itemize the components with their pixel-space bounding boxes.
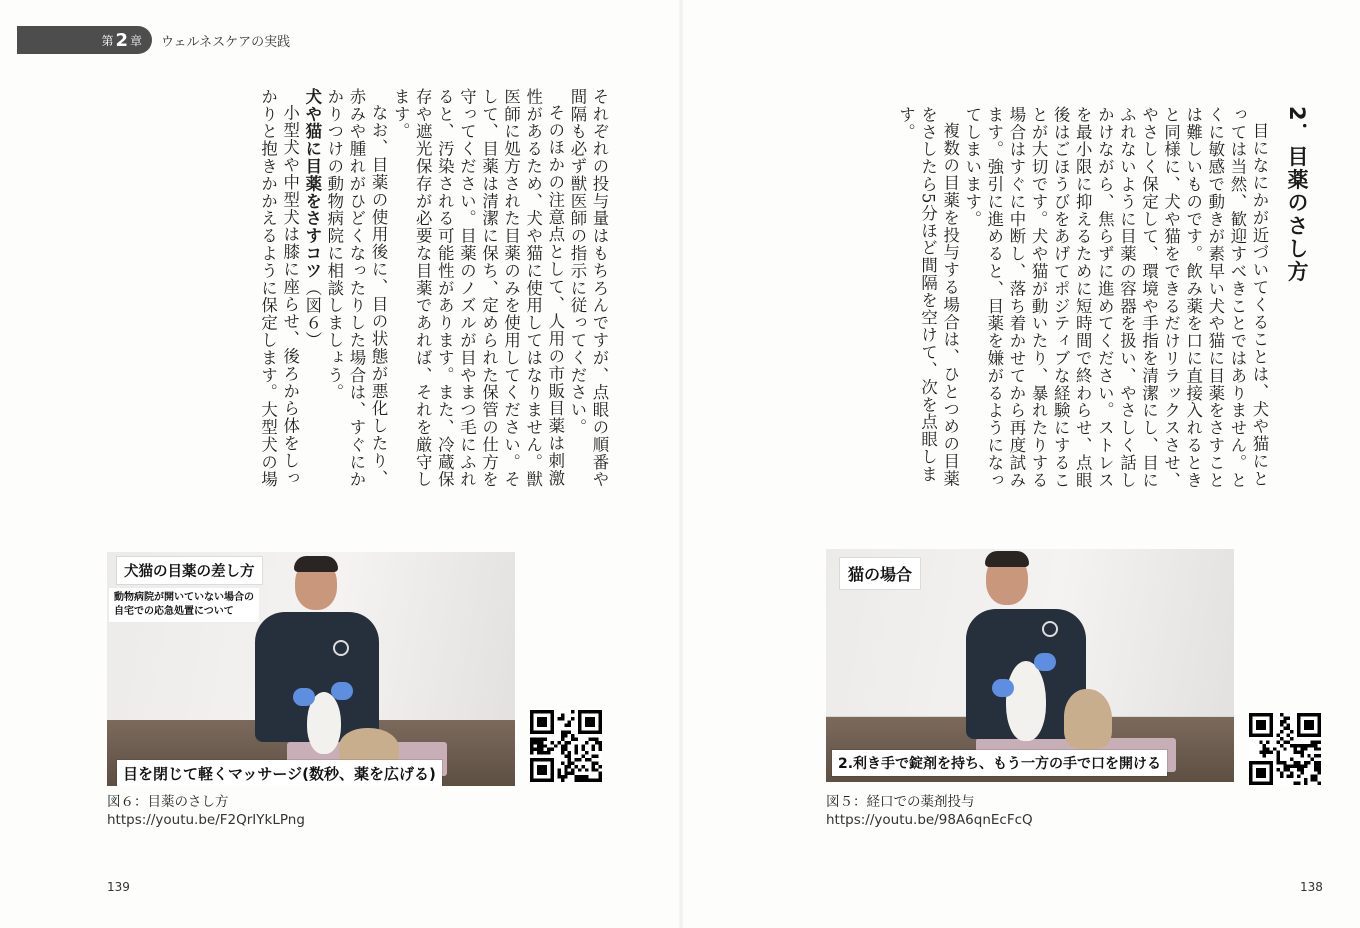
vet-hair <box>985 551 1029 567</box>
figure-5-caption: 図５：経口での薬剤投与 <box>826 794 975 810</box>
right-paragraph-2: 複数の目薬を投与する場合は、ひとつめの目薬をさしたら5分ほど間隔を空けて、次を点眼します。 <box>896 106 960 488</box>
qr-code-icon <box>530 710 602 782</box>
figure-6-sublabel <box>109 588 259 622</box>
figure-6-caption: 図６：目薬のさし方 <box>107 794 229 810</box>
qr-code-right[interactable] <box>1249 713 1321 785</box>
figure-6-sublabel-line2: 自宅での応急処置について <box>114 606 234 617</box>
vet-hair <box>294 556 338 572</box>
shirt-badge-icon <box>333 640 349 656</box>
chapter-title: ウェルネスケアの実践 <box>161 35 291 50</box>
page-number-right: 138 <box>1300 880 1323 894</box>
vet-person <box>247 552 447 786</box>
page-number-left: 139 <box>107 880 130 894</box>
chapter-number: 2 <box>115 29 128 51</box>
figure-5-caption-bar: 2.利き手で錠剤を持ち、もう一方の手で口を開ける <box>832 750 1167 776</box>
subheading-figure-ref: （図６） <box>302 279 322 350</box>
left-paragraph-4: 小型犬や中型犬は膝に座らせ、後ろから体をしっかりと抱きかかえるように保定します。大型犬の場 <box>258 88 300 489</box>
glove-right <box>331 682 353 700</box>
chapter-prefix: 第 <box>101 33 114 48</box>
chapter-tab <box>17 26 152 54</box>
page-gutter <box>678 0 684 928</box>
left-page-body <box>106 88 610 498</box>
glove-left <box>992 679 1014 697</box>
shirt-badge-icon <box>1042 621 1058 637</box>
figure-5-label: 猫の場合 <box>840 558 920 589</box>
glove-right <box>1034 653 1056 671</box>
left-paragraph-3: なお、目薬の使用後に、目の状態が悪化したり、赤みや腫れがひどくなったりした場合は、すぐにかかりつけの動物病院に相談しましょう。 <box>324 88 389 489</box>
qr-code-icon <box>1249 713 1321 785</box>
vet-person <box>956 549 1156 782</box>
figure-5-url[interactable]: https://youtu.be/98A6qnEcFcQ <box>826 812 1033 828</box>
figure-6-caption-bar: 目を閉じて軽くマッサージ(数秒、薬を広げる) <box>117 760 442 786</box>
qr-code-left[interactable] <box>530 710 602 782</box>
chapter-suffix: 章 <box>129 33 142 48</box>
cat <box>1006 661 1046 741</box>
left-paragraph-1: それぞれの投与量はもちろんですが、点眼の順番や間隔も必ず獣医師の指示に従ってください。 <box>567 88 609 489</box>
figure-6-label: 犬猫の目薬の差し方 <box>117 557 262 584</box>
plush-dog <box>1064 689 1112 749</box>
figure-5-photo <box>826 549 1234 782</box>
subheading-text: 犬や猫に目薬をさすコツ <box>302 88 322 280</box>
figure-6-url[interactable]: https://youtu.be/F2QrIYkLPng <box>107 812 305 828</box>
figure-6-sublabel-line1: 動物病院が開いていない場合の <box>114 592 254 603</box>
section-title: 2．目薬のさし方 <box>1285 106 1309 284</box>
figure-6-photo <box>107 552 515 786</box>
left-paragraph-2: そのほかの注意点として、人用の市販目薬は刺激性があるため、犬や猫に使用してはなりません。獣医師に処方された目薬のみを使用してください。そして、目薬は清潔に保ち、定められた保管の仕方を守ってください。目薬のノズルが目やまつ毛にふれると、汚染される可能性があります。また、冷蔵保存や遮光保存が必要な目薬であれば、それを厳守します。 <box>391 88 565 489</box>
right-page-body <box>820 106 1270 498</box>
glove-left <box>293 688 315 706</box>
left-subheading <box>301 88 323 498</box>
right-paragraph-1: 目になにかが近づいてくることは、犬や猫にとっては当然、歓迎すべきことではありません。とくに敏感で動きが素早い犬や猫に目薬をさすことは難しいものです。飲み薬を口に直接入れるときと同様に、犬や猫をできるだけリラックスさせ、やさしく保定して、環境や手指を清潔にし、目にふれないように目薬の容器を扱い、やさしく話しかけながら、焦らずに進めてください。ストレスを最小限に抑えるために短時間で終わらせ、点眼後はごほうびをあげてポジティブな経験にすることが大切です。犬や猫が動いたり、暴れたりする場合はすぐに中断し、落ち着かせてから再度試みます。強引に進めると、目薬を嫌がるようになってしまいます。 <box>962 106 1269 489</box>
